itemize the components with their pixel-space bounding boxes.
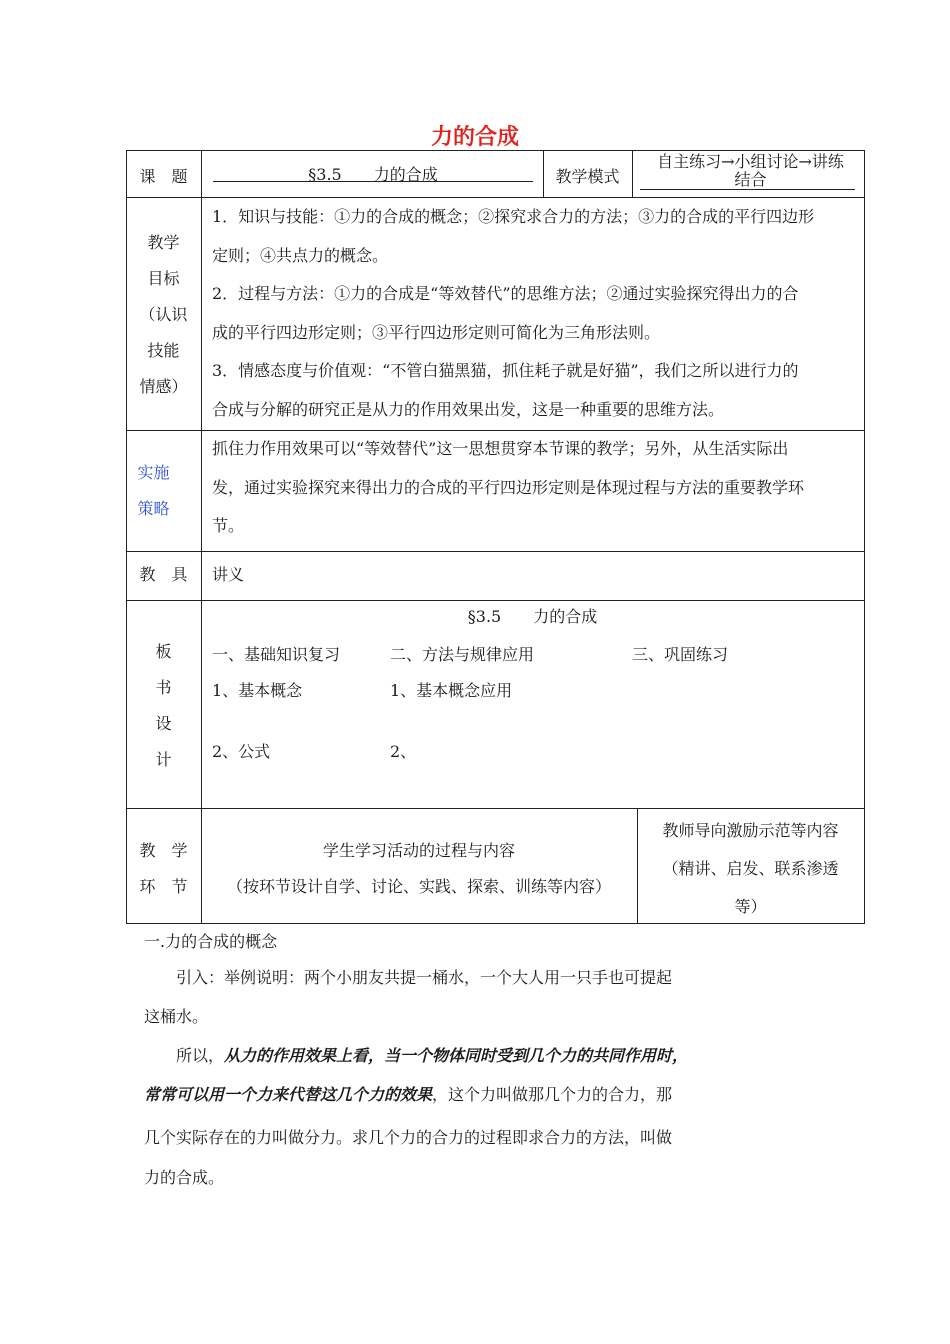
intro-line-2: 这桶水。: [144, 1007, 209, 1026]
board-col1-title: 一、基础知识复习: [212, 645, 341, 664]
board-label: 板 书 设 计: [155, 642, 172, 769]
board-col2-item2: 2、: [390, 742, 417, 761]
board-col2-title: 二、方法与规律应用: [390, 645, 535, 664]
process-label: 教 学 环 节: [139, 841, 188, 896]
topic-value: §3.5 力的合成: [308, 165, 438, 184]
board-col3-title: 三、巩固练习: [632, 645, 729, 664]
teacher-guidance-header: 教师导向激励示范等内容 （精讲、启发、联系渗透 等）: [662, 821, 839, 916]
strategy-label: 实施 策略: [137, 463, 170, 518]
paragraph-2-line-2: 常常可以用一个力来代替这几个力的效果，这个力叫做那几个力的合力，那: [144, 1085, 673, 1104]
student-activity-header: 学生学习活动的过程与内容 （按环节设计自学、讨论、实践、探索、训练等内容）: [226, 841, 611, 896]
document-title: 力的合成: [430, 125, 519, 150]
paragraph-2-line-3: 几个实际存在的力叫做分力。求几个力的合力的过程即求合力的方法，叫做: [144, 1128, 673, 1147]
board-heading: §3.5 力的合成: [467, 607, 598, 626]
tools-label: 教 具: [139, 565, 188, 584]
paragraph-2-line-4: 力的合成。: [144, 1168, 225, 1187]
tools-value: 讲义: [212, 565, 245, 584]
topic-label: 课 题: [139, 167, 188, 186]
intro-line-1: 引入：举例说明：两个小朋友共提一桶水，一个大人用一只手也可提起: [176, 968, 673, 987]
goals-content: 1．知识与技能：①力的合成的概念；②探究求合力的方法；③力的合成的平行四边形 定则；④共点力的概念。 2．过程与方法：①力的合成是“等效替代”的思维方法；②通过实验探究得出力的合 成的平行四边形定则；③平行四边形定则可简化为三角形法则。 3．情感态度与价值观：“不管白猫黑猫，抓住耗子就是好猫”，我们之所以进行力的 合成与分解的研究正是从力的作用效果出发，这是一种重要的思维方法。: [212, 207, 815, 419]
paragraph-2-line-1: 所以，从力的作用效果上看，当一个物体同时受到几个力的共同作用时，: [176, 1046, 689, 1065]
mode-label: 教学模式: [555, 167, 620, 186]
mode-value: 自主练习→小组讨论→讲练 结合: [657, 152, 844, 189]
section-heading: 一.力的合成的概念: [144, 932, 278, 951]
board-col1-item1: 1、基本概念: [212, 681, 303, 700]
board-col2-item1: 1、基本概念应用: [390, 681, 513, 700]
goals-label: 教学 目标 （认识 技能 情感）: [139, 233, 188, 396]
board-col1-item2: 2、公式: [212, 742, 271, 761]
strategy-content: 抓住力作用效果可以“等效替代”这一思想贯穿本节课的教学；另外，从生活实际出 发，通过实验探究来得出力的合成的平行四边形定则是体现过程与方法的重要教学环 节。: [212, 439, 805, 535]
